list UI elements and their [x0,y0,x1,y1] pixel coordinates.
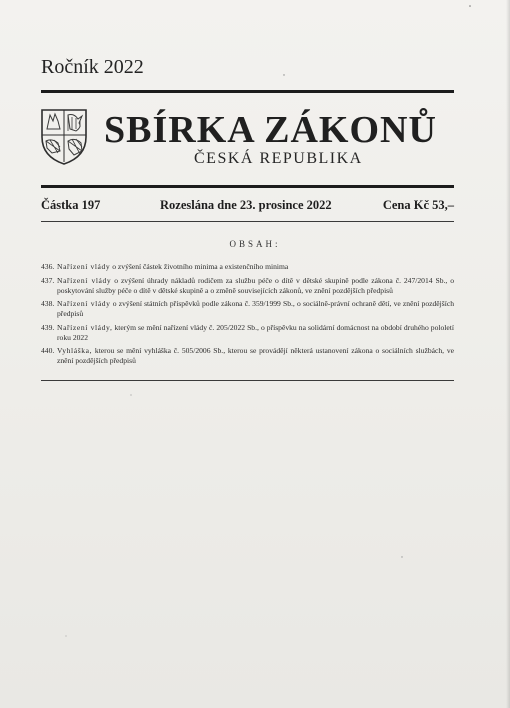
publication-subtitle: ČESKÁ REPUBLIKA [194,150,363,167]
item-type: Nařízení vlády [57,262,111,271]
header-top-rule [41,90,454,93]
item-type: Nařízení vlády [57,275,112,285]
contents-bottom-rule [41,380,454,381]
item-text: kterým se mění nařízení vlády č. 205/2022 Sb., o příspěvku na solidární domácnost na období druhého pololetí roku 2022 [57,322,454,342]
issue-number: Částka 197 [41,198,101,212]
issue-date: Rozeslána dne 23. prosince 2022 [160,198,332,212]
item-type: Vyhláška, [57,346,93,355]
issue-info [41,198,454,214]
page-edge-shadow [506,0,510,708]
item-type: Nařízení vlády [57,299,111,308]
list-item [41,262,454,272]
item-number: 438. [41,299,55,308]
contents-list [41,262,454,370]
header-bottom-rule [41,185,454,188]
item-text: o zvýšení státních příspěvků podle zákona č. 359/1999 Sb., o sociálně-právní ochraně dětí, ve znění pozdějších předpisů [57,299,455,318]
item-number: 440. [41,346,55,355]
item-number: 436. [41,262,55,271]
item-type: Nařízení vlády, [57,322,113,332]
coat-of-arms-icon [38,107,90,165]
list-item [41,276,454,296]
volume-year: Ročník 2022 [41,56,144,78]
item-text: kterou se mění vyhláška č. 505/2006 Sb., kterou se provádějí některá ustanovení zákona o sociálních službách, ve znění pozdějších předpisů [57,346,454,365]
item-text: o zvýšení úhrady nákladů rodičem za službu péče o dítě v dětské skupině podle zákona č. 247/2014 Sb., o poskytování služby péče o dítě v dětské skupině a o změně souvisejících zákonů, ve znění pozdějších předpisů [57,275,454,295]
item-number: 437. [41,275,55,285]
item-text: o zvýšení částek životního minima a existenčního minima [110,262,289,271]
contents-heading: OBSAH: [229,239,281,249]
item-number: 439. [41,322,55,332]
issue-info-rule [41,221,454,222]
list-item [41,346,454,366]
list-item [41,323,454,343]
issue-price: Cena Kč 53,– [382,198,454,212]
list-item [41,299,454,319]
publication-title: SBÍRKA ZÁKONŮ [104,109,437,151]
